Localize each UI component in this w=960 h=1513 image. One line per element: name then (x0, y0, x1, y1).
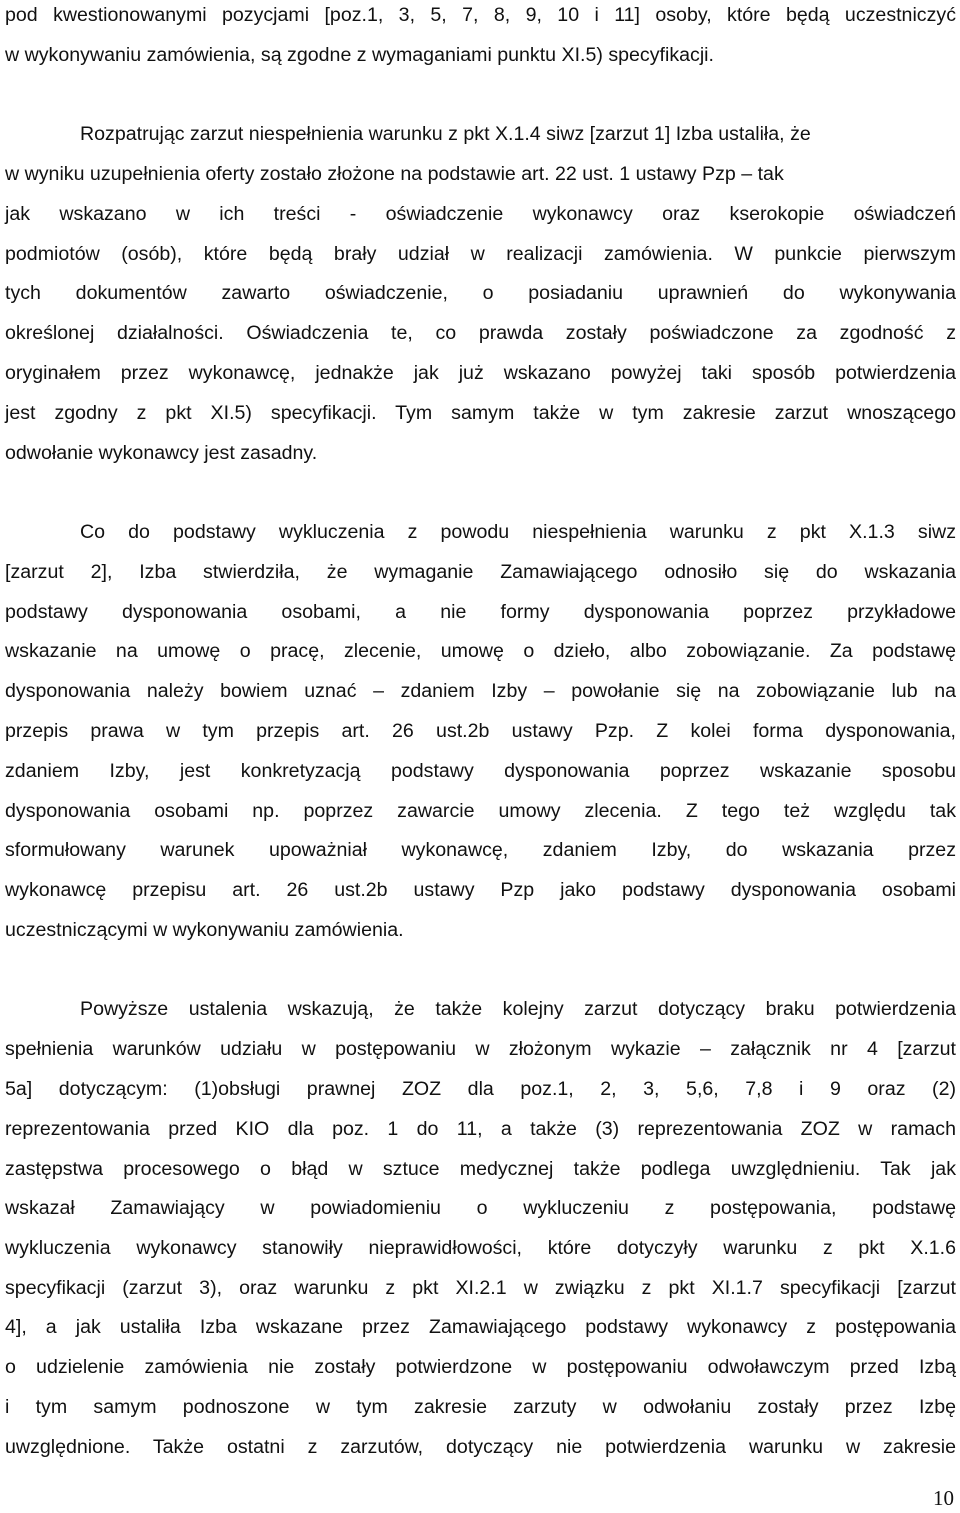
text-line: tych dokumentów zawarto oświadczenie, o posiadaniu uprawnień do wykonywania (5, 282, 956, 304)
text-line: spełnienia warunków udziału w postępowaniu w złożonym wykazie – załącznik nr 4 [zarzut (5, 1038, 956, 1060)
text-line: sformułowany warunek upoważniał wykonawcę, zdaniem Izby, do wskazania przez (5, 839, 956, 861)
text-line: [zarzut 2], Izba stwierdziła, że wymaganie Zamawiającego odnosiło się do wskazania (5, 561, 956, 583)
text-line: w wyniku uzupełnienia oferty zostało złożone na podstawie art. 22 ust. 1 ustawy Pzp – tak (5, 163, 784, 185)
text-line: jak wskazano w ich treści - oświadczenie wykonawcy oraz kserokopie oświadczeń (5, 203, 956, 225)
text-line: uwzględnione. Także ostatni z zarzutów, dotyczący nie potwierdzenia warunku w zakresie (5, 1436, 956, 1458)
page-number: 10 (933, 1486, 954, 1510)
text-line: dysponowania należy bowiem uznać – zdaniem Izby – powołanie się na zobowiązanie lub na (5, 680, 956, 702)
text-line: podstawy dysponowania osobami, a nie formy dysponowania poprzez przykładowe (5, 601, 956, 623)
text-line: wykluczenia wykonawcy stanowiły nieprawidłowości, które dotyczyły warunku z pkt X.1.6 (5, 1237, 956, 1259)
text-line: odwołanie wykonawcy jest zasadny. (5, 442, 318, 464)
text-line: reprezentowania przed KIO dla poz. 1 do 11, a także (3) reprezentowania ZOZ w ramach (5, 1118, 956, 1140)
text-line: zastępstwa procesowego o błąd w sztuce medycznej także podlega uwzględnieniu. Tak jak (5, 1158, 956, 1180)
text-line: Co do podstawy wykluczenia z powodu niespełnienia warunku z pkt X.1.3 siwz (80, 521, 956, 543)
text-line: i tym samym podnoszone w tym zakresie zarzuty w odwołaniu zostały przez Izbę (5, 1396, 956, 1418)
text-line: przepis prawa w tym przepis art. 26 ust.2b ustawy Pzp. Z kolei forma dysponowania, (5, 720, 956, 742)
text-line: 4], a jak ustaliła Izba wskazane przez Zamawiającego podstawy wykonawcy z postępowania (5, 1316, 956, 1338)
text-line: wskazał Zamawiający w powiadomieniu o wykluczeniu z postępowania, podstawę (5, 1197, 956, 1219)
text-line: 5a] dotyczącym: (1)obsługi prawnej ZOZ dla poz.1, 2, 3, 5,6, 7,8 i 9 oraz (2) (5, 1078, 956, 1100)
text-line: o udzielenie zamówienia nie zostały potwierdzone w postępowaniu odwoławczym przed Izbą (5, 1356, 956, 1378)
text-line: Powyższe ustalenia wskazują, że także kolejny zarzut dotyczący braku potwierdzenia (80, 998, 956, 1020)
text-line: specyfikacji (zarzut 3), oraz warunku z pkt XI.2.1 w związku z pkt XI.1.7 specyfikacji [zarzut (5, 1277, 956, 1299)
text-line: dysponowania osobami np. poprzez zawarcie umowy zlecenia. Z tego też względu tak (5, 800, 956, 822)
text-line: wykonawcę przepisu art. 26 ust.2b ustawy Pzp jako podstawy dysponowania osobami (5, 879, 956, 901)
text-line: określonej działalności. Oświadczenia te, co prawda zostały poświadczone za zgodność z (5, 322, 956, 344)
text-line: jest zgodny z pkt XI.5) specyfikacji. Tym samym także w tym zakresie zarzut wnoszącego (5, 402, 956, 424)
text-line: wskazanie na umowę o pracę, zlecenie, umowę o dzieło, albo zobowiązanie. Za podstawę (5, 640, 956, 662)
text-line: uczestniczącymi w wykonywaniu zamówienia. (5, 919, 404, 941)
text-line: w wykonywaniu zamówienia, są zgodne z wymaganiami punktu XI.5) specyfikacji. (5, 44, 714, 66)
text-line: pod kwestionowanymi pozycjami [poz.1, 3, 5, 7, 8, 9, 10 i 11] osoby, które będą uczestniczyć (5, 4, 956, 26)
text-line: oryginałem przez wykonawcę, jednakże jak już wskazano powyżej taki sposób potwierdzenia (5, 362, 956, 384)
text-line: Rozpatrując zarzut niespełnienia warunku z pkt X.1.4 siwz [zarzut 1] Izba ustaliła, że (80, 123, 811, 145)
text-line: zdaniem Izby, jest konkretyzacją podstawy dysponowania poprzez wskazanie sposobu (5, 760, 956, 782)
text-line: podmiotów (osób), które będą brały udział w realizacji zamówienia. W punkcie pierwszym (5, 243, 956, 265)
